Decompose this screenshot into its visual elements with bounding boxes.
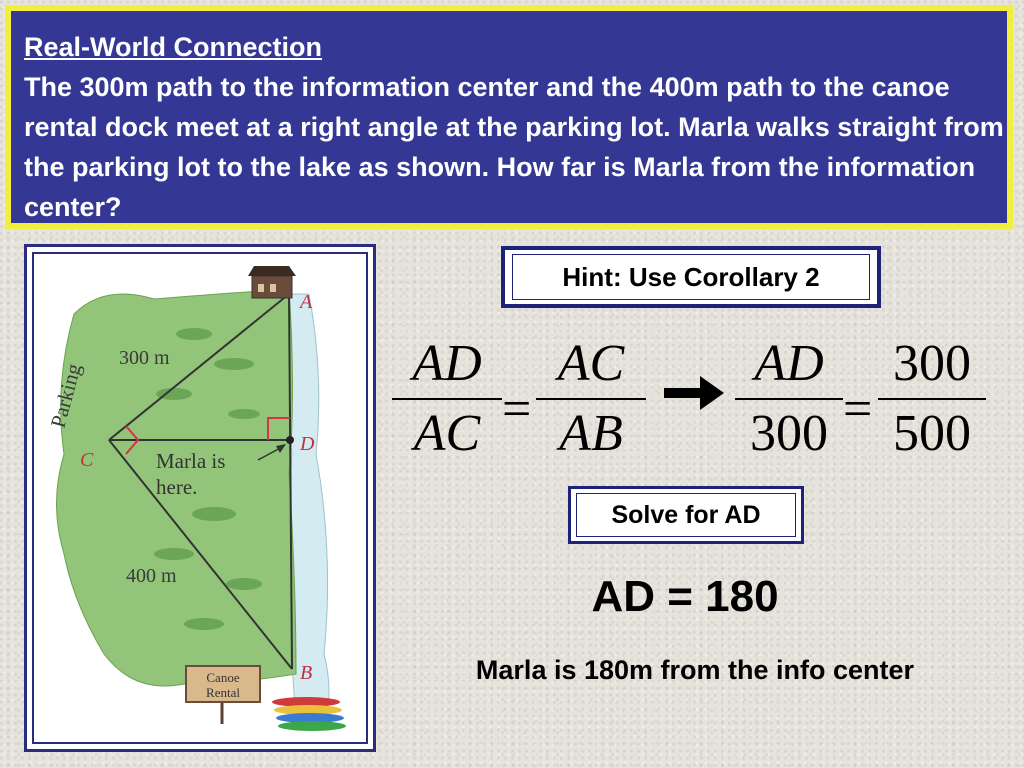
label-400m: 400 m: [126, 565, 177, 587]
equals-sign-left: =: [502, 381, 532, 438]
right-arrow-icon: [664, 376, 726, 412]
canoe-rental-sign: [186, 666, 260, 724]
fraction-bar: [878, 398, 986, 400]
fraction-bar: [536, 398, 646, 400]
park-map-illustration: [34, 254, 372, 748]
fraction-denominator: AB: [559, 405, 623, 462]
label-D: D: [300, 433, 315, 455]
fraction-denominator: 300: [750, 405, 828, 462]
conclusion-text: Marla is 180m from the info center: [475, 655, 915, 685]
fraction-numerator: AD: [754, 335, 824, 392]
label-parking: Parking: [45, 360, 86, 431]
problem-text: The 300m path to the information center and the 400m path to the canoe rental dock meet at a right angle at the parking lot. Marla walks straight from the parking lot to the lake as shown. How far is Marla from the information center?: [24, 72, 1004, 222]
label-marla-line2: here.: [156, 475, 198, 499]
fraction-right-2: [878, 334, 986, 464]
figure-frame: [24, 244, 376, 752]
solve-box: [568, 486, 804, 544]
fraction-right-1: [735, 334, 843, 464]
hint-box: [501, 246, 881, 308]
label-A: A: [300, 291, 313, 313]
point-D: [286, 436, 294, 444]
figure-inner: [32, 252, 368, 744]
fraction-numerator: AC: [557, 335, 625, 392]
fraction-left-1: [392, 334, 502, 464]
fraction-denominator: 500: [893, 405, 971, 462]
header-title: Real-World Connection: [24, 32, 323, 62]
canoes-icon: [272, 697, 346, 731]
label-marla-line1: Marla is: [156, 449, 226, 473]
fraction-left-2: [536, 334, 646, 464]
label-300m: 300 m: [119, 347, 170, 369]
problem-header: [5, 5, 1013, 229]
fraction-numerator: AD: [412, 335, 482, 392]
fraction-denominator: AC: [413, 405, 481, 462]
label-C: C: [80, 449, 94, 471]
fraction-bar: [392, 398, 502, 400]
solve-label: Solve for AD: [576, 493, 796, 537]
result-text: AD = 180: [591, 572, 779, 621]
hint-text: Hint: Use Corollary 2: [512, 254, 870, 300]
sign-line-1: Canoe: [206, 670, 240, 685]
equals-sign-right: =: [843, 381, 873, 438]
fraction-bar: [735, 398, 843, 400]
fraction-numerator: 300: [893, 335, 971, 392]
info-center-icon: [248, 266, 296, 298]
sign-line-2: Rental: [206, 685, 240, 700]
label-B: B: [300, 662, 313, 684]
